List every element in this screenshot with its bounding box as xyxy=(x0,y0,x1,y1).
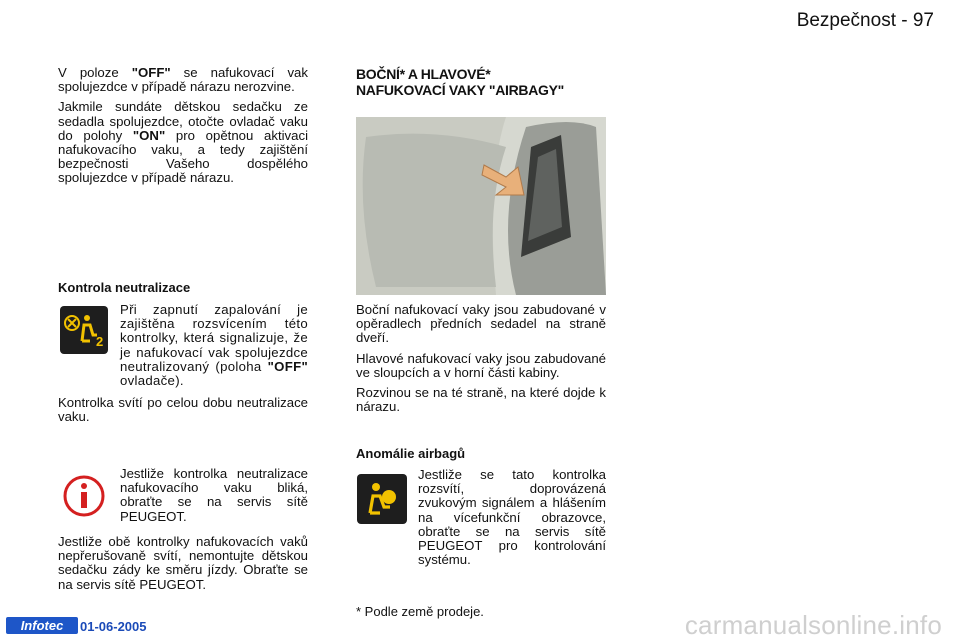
blinking-lamp-note: Jestliže kontrolka neutralizace nafukovacího vaku bliká, obraťte se na servis sítě PEUGEOT. xyxy=(120,466,308,524)
watermark: carmanualsonline.info xyxy=(684,610,942,640)
heading-neutralization-check: Kontrola neutralizace xyxy=(58,280,191,295)
deploy-side-note: Rozvinou se na té straně, na které dojde k nárazu. xyxy=(356,385,606,415)
side-airbag-seat-photo xyxy=(356,117,606,295)
left-column-intro xyxy=(58,66,308,192)
neutralization-lamp-note: Kontrolka svítí po celou dobu neutralizace vaku. xyxy=(58,395,308,425)
section-title-side-head-airbags: BOČNÍ* A HLAVOVÉ* NAFUKOVACÍ VAKY "AIRBAGY" xyxy=(356,66,565,98)
page-title: Bezpečnost - 97 xyxy=(796,10,934,31)
info-icon xyxy=(62,474,106,518)
infotec-logo: Infotec xyxy=(6,617,78,634)
right-column-body xyxy=(356,303,606,420)
publication-date: 01-06-2005 xyxy=(80,619,147,634)
reactivate-paragraph: Jakmile sundáte dětskou sedačku ze sedadla spolujezdce, otočte ovladač vaku do polohy "ON" pro opětnou aktivaci nafukovacího vaku, a tedy zajištění bezpečnosti Vašeho dospělého spolujezdce v případě nárazu. xyxy=(58,99,308,186)
heading-airbag-anomaly: Anomálie airbagů xyxy=(356,446,466,461)
footnote: * Podle země prodeje. xyxy=(356,604,484,619)
head-airbags-location: Hlavové nafukovací vaky jsou zabudované ve sloupcích a v horní části kabiny. xyxy=(356,350,606,380)
svg-text:2: 2 xyxy=(96,334,104,349)
passenger-airbag-off-warning-icon xyxy=(60,306,108,354)
off-position-paragraph: V poloze "OFF" se nafukovací vak spolujezdce v případě nárazu nerozvine. xyxy=(58,65,308,95)
side-airbags-location: Boční nafukovací vaky jsou zabudované v opěradlech předních sedadel na straně dveří. xyxy=(356,302,606,346)
anomaly-description: Jestliže se tato kontrolka rozsvítí, doprovázená zvukovým signálem a hlášením na vícefunkční obrazovce, obraťte se na servis sítě PEUGEOT pro kontrolování systému. xyxy=(418,467,606,568)
neutralization-description: Při zapnutí zapalování je zajištěna rozsvícením této kontrolky, která signalizuje, že je nafukovací vak spolujezdce neutralizovaný (poloha "OFF" ovladače). xyxy=(120,302,308,389)
both-lamps-warning: Jestliže obě kontrolky nafukovacích vaků nepřerušovaně svítí, nemontujte dětskou sedačku zády ke směru jízdy. Obraťte se na servis sítě PEUGEOT. xyxy=(58,534,308,592)
